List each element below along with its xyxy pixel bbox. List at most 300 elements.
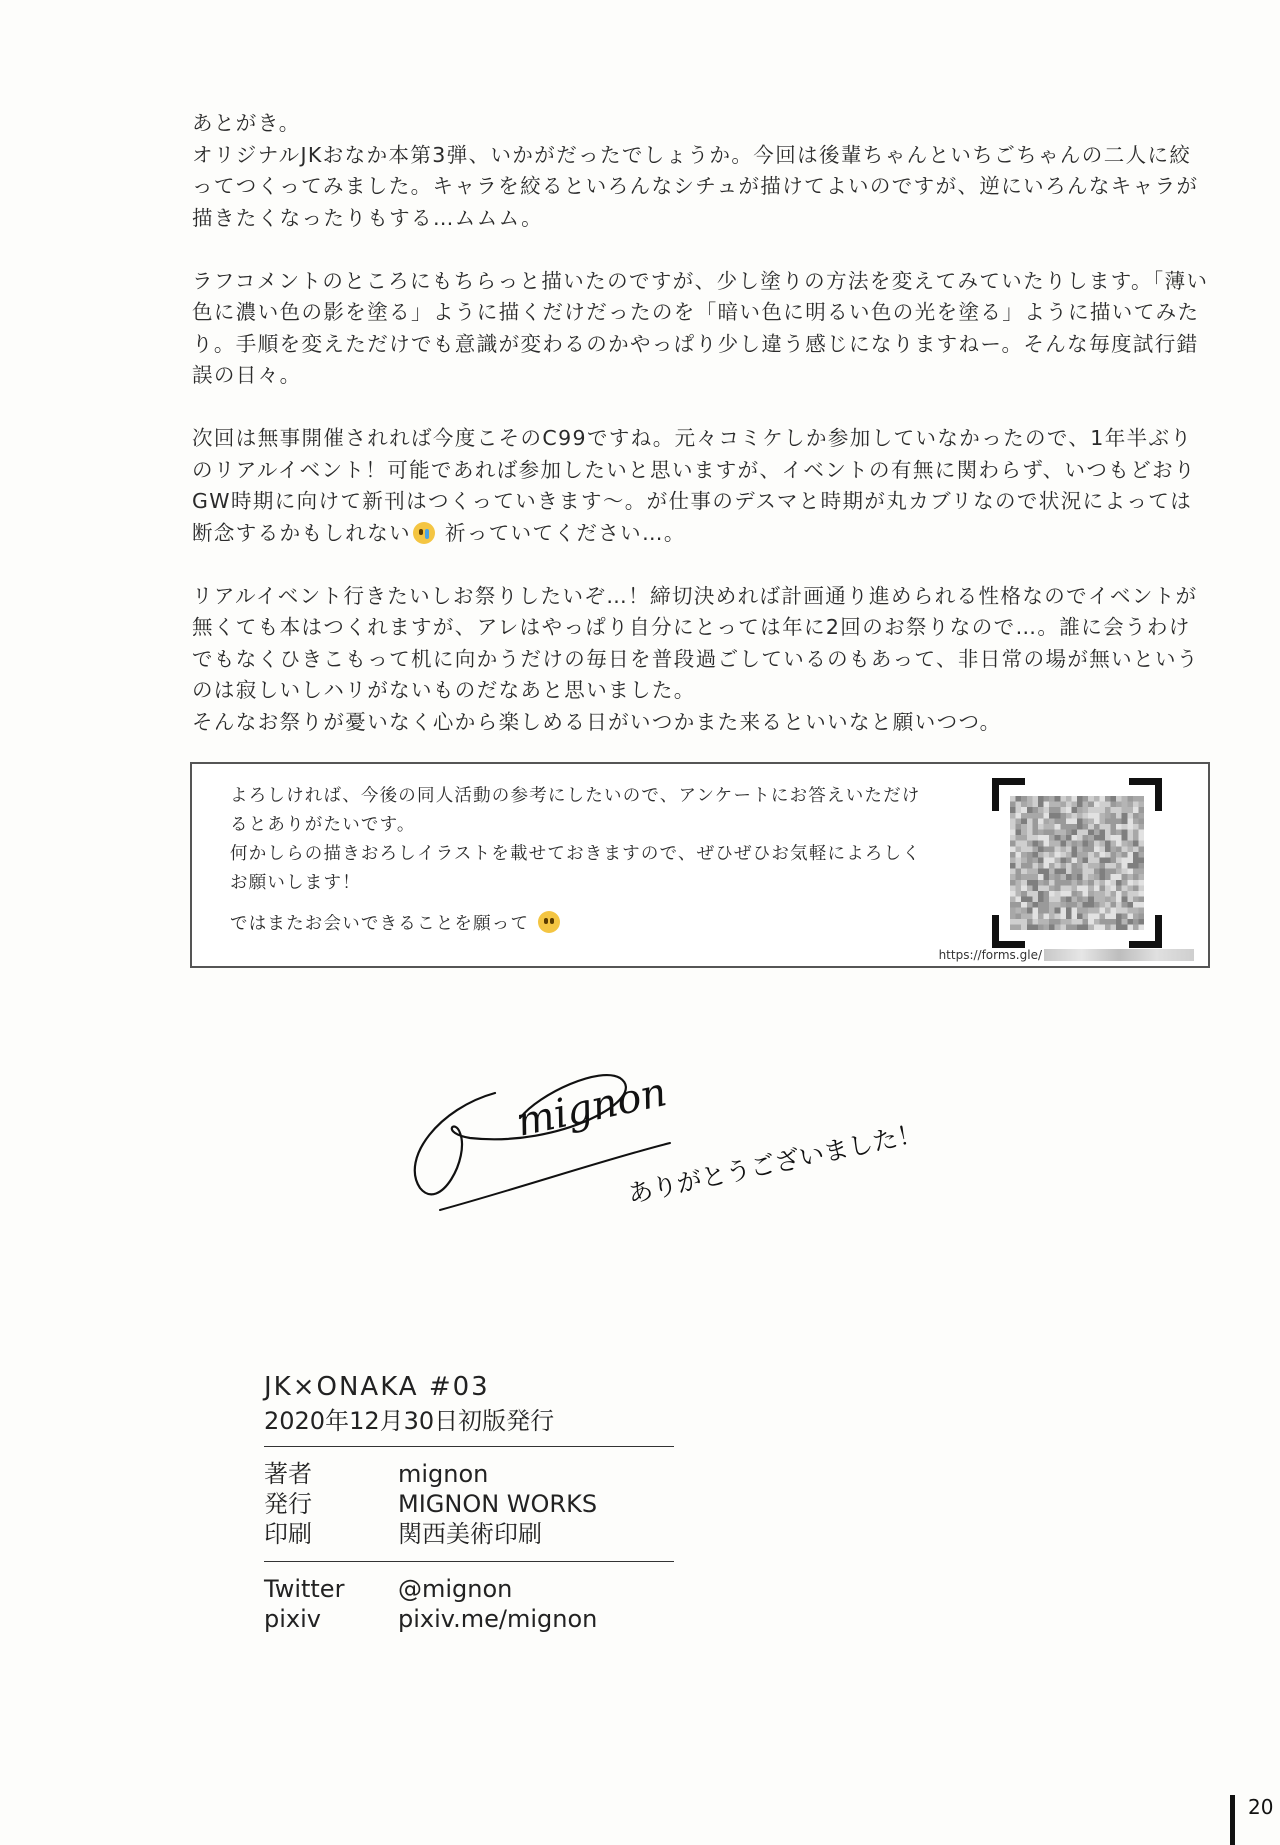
signature-message: ありがとうございました！ bbox=[625, 1118, 925, 1209]
qr-pixel bbox=[1105, 880, 1111, 886]
link-row-twitter[interactable] bbox=[264, 1574, 684, 1604]
qr-pixel bbox=[1066, 880, 1072, 886]
qr-pixel bbox=[1016, 807, 1022, 813]
qr-pixel bbox=[1010, 835, 1016, 841]
link-value[interactable]: pixiv.me/mignon bbox=[398, 1605, 598, 1633]
qr-pixel bbox=[1094, 897, 1100, 903]
qr-pixel bbox=[1044, 796, 1050, 802]
qr-pixel bbox=[1066, 885, 1072, 891]
qr-pixel bbox=[1010, 796, 1016, 802]
qr-pixel bbox=[1071, 857, 1077, 863]
qr-pixel bbox=[1032, 897, 1038, 903]
qr-pixel bbox=[1088, 813, 1094, 819]
qr-pixel bbox=[1088, 835, 1094, 841]
qr-pixel bbox=[1094, 902, 1100, 908]
qr-pixel bbox=[1122, 846, 1128, 852]
qr-pixel bbox=[1088, 841, 1094, 847]
qr-pixel bbox=[1133, 919, 1139, 925]
qr-pixel bbox=[1133, 857, 1139, 863]
qr-pixel bbox=[1122, 902, 1128, 908]
credit-value: mignon bbox=[398, 1460, 489, 1488]
qr-pixel bbox=[1055, 841, 1061, 847]
qr-pixel bbox=[1049, 841, 1055, 847]
qr-pixel bbox=[1071, 897, 1077, 903]
qr-pixel bbox=[1127, 902, 1133, 908]
qr-pixel bbox=[1088, 924, 1094, 930]
qr-pixel bbox=[1077, 891, 1083, 897]
qr-pixel bbox=[1099, 924, 1105, 930]
qr-pixel bbox=[1049, 818, 1055, 824]
qr-pixel bbox=[1083, 835, 1089, 841]
qr-pixel bbox=[1027, 807, 1033, 813]
qr-pixel bbox=[1077, 874, 1083, 880]
qr-pixel bbox=[1038, 824, 1044, 830]
qr-pixel bbox=[1016, 818, 1022, 824]
qr-pixel bbox=[1027, 824, 1033, 830]
qr-pixel bbox=[1116, 885, 1122, 891]
qr-pixel bbox=[1060, 908, 1066, 914]
qr-pixel bbox=[1071, 885, 1077, 891]
qr-pixel bbox=[1122, 857, 1128, 863]
qr-pixel bbox=[1066, 824, 1072, 830]
qr-pixel bbox=[1127, 897, 1133, 903]
qr-pixel bbox=[1016, 835, 1022, 841]
qr-pixel bbox=[1027, 919, 1033, 925]
qr-pixel bbox=[1066, 924, 1072, 930]
qr-pixel bbox=[1116, 880, 1122, 886]
qr-pixel bbox=[1027, 891, 1033, 897]
qr-pixel bbox=[1105, 885, 1111, 891]
qr-pixel bbox=[1138, 818, 1144, 824]
qr-pixel bbox=[1138, 796, 1144, 802]
qr-pixel bbox=[1127, 885, 1133, 891]
qr-pixel bbox=[1138, 913, 1144, 919]
qr-pixel bbox=[1133, 874, 1139, 880]
qr-pixel bbox=[1127, 913, 1133, 919]
qr-pixel bbox=[1122, 891, 1128, 897]
qr-pixel bbox=[1060, 818, 1066, 824]
qr-pixel bbox=[1021, 841, 1027, 847]
qr-pixel bbox=[1044, 835, 1050, 841]
qr-pixel bbox=[1066, 902, 1072, 908]
qr-pixel bbox=[1077, 846, 1083, 852]
qr-pixel bbox=[1038, 846, 1044, 852]
qr-pixel bbox=[1016, 874, 1022, 880]
qr-pixel bbox=[1105, 908, 1111, 914]
qr-pixel bbox=[1071, 813, 1077, 819]
qr-pixel bbox=[1016, 802, 1022, 808]
qr-pixel bbox=[1032, 824, 1038, 830]
credit-row-printer bbox=[264, 1519, 684, 1549]
qr-pixel bbox=[1055, 908, 1061, 914]
qr-pixel bbox=[1116, 908, 1122, 914]
qr-pixel bbox=[1060, 902, 1066, 908]
page-number bbox=[1230, 1793, 1280, 1845]
qr-pixel bbox=[1122, 919, 1128, 925]
qr-pixel bbox=[1077, 835, 1083, 841]
qr-pixel bbox=[1010, 813, 1016, 819]
qr-pixel bbox=[1105, 897, 1111, 903]
qr-pixel bbox=[1010, 841, 1016, 847]
credit-label: 著者 bbox=[264, 1460, 312, 1488]
qr-pixel bbox=[1105, 818, 1111, 824]
qr-pixel bbox=[1083, 863, 1089, 869]
qr-pixel bbox=[1010, 908, 1016, 914]
qr-pixel bbox=[1049, 813, 1055, 819]
colophon-divider-bottom bbox=[264, 1561, 674, 1562]
qr-pixel bbox=[1083, 924, 1089, 930]
qr-pixel bbox=[1083, 891, 1089, 897]
edition-date: 2020年12月30日初版発行 bbox=[264, 1407, 555, 1435]
qr-pixel bbox=[1094, 818, 1100, 824]
link-row-pixiv[interactable] bbox=[264, 1604, 684, 1634]
qr-pixel bbox=[1066, 807, 1072, 813]
qr-pixel bbox=[1032, 818, 1038, 824]
qr-pixel bbox=[1027, 796, 1033, 802]
qr-pixel bbox=[1049, 908, 1055, 914]
qr-pixel bbox=[1116, 807, 1122, 813]
qr-pixel bbox=[1071, 908, 1077, 914]
qr-pixel bbox=[1133, 802, 1139, 808]
qr-pixel bbox=[1127, 924, 1133, 930]
qr-pixel bbox=[1060, 869, 1066, 875]
qr-pixel bbox=[1105, 869, 1111, 875]
qr-pixel bbox=[1111, 869, 1117, 875]
qr-pixel bbox=[1060, 924, 1066, 930]
qr-pixel bbox=[1111, 913, 1117, 919]
survey-closing bbox=[230, 910, 930, 939]
qr-pixel bbox=[1071, 863, 1077, 869]
qr-pixel bbox=[1010, 818, 1016, 824]
qr-pixel bbox=[1088, 902, 1094, 908]
qr-pixel bbox=[1060, 824, 1066, 830]
qr-pixel bbox=[1127, 869, 1133, 875]
qr-pixel bbox=[1044, 880, 1050, 886]
qr-pixel bbox=[1060, 807, 1066, 813]
qr-pixel bbox=[1066, 869, 1072, 875]
qr-pixel bbox=[1088, 880, 1094, 886]
qr-pixel bbox=[1094, 846, 1100, 852]
qr-pixel bbox=[1010, 863, 1016, 869]
qr-pixel bbox=[1083, 908, 1089, 914]
qr-pixel bbox=[1099, 908, 1105, 914]
survey-request: よろしければ、今後の同人活動の参考にしたいので、アンケートにお答えいただけるとありがたいです。 何かしらの描きおろしイラストを載せておきますので、ぜひぜひお気軽によろしくお願いします！ bbox=[230, 786, 922, 893]
qr-pixel bbox=[1133, 880, 1139, 886]
qr-pixel bbox=[1133, 841, 1139, 847]
qr-pixel bbox=[1071, 869, 1077, 875]
qr-pixel bbox=[1016, 813, 1022, 819]
qr-pixel bbox=[1032, 869, 1038, 875]
qr-pixel bbox=[1105, 824, 1111, 830]
qr-pixel bbox=[1066, 830, 1072, 836]
qr-pixel bbox=[1111, 813, 1117, 819]
credit-label: 発行 bbox=[264, 1490, 312, 1518]
link-value[interactable]: @mignon bbox=[398, 1575, 513, 1603]
qr-pixel bbox=[1077, 807, 1083, 813]
qr-pixel bbox=[1133, 796, 1139, 802]
survey-url[interactable] bbox=[939, 948, 1194, 962]
qr-pixel bbox=[1066, 796, 1072, 802]
qr-pixel bbox=[1111, 880, 1117, 886]
qr-pixel bbox=[1099, 919, 1105, 925]
qr-pixel bbox=[1094, 857, 1100, 863]
qr-pixel bbox=[1055, 869, 1061, 875]
qr-pixel bbox=[1021, 885, 1027, 891]
qr-pixel bbox=[1027, 830, 1033, 836]
qr-pixel bbox=[1094, 869, 1100, 875]
qr-pixel bbox=[1010, 830, 1016, 836]
qr-pixel bbox=[1105, 846, 1111, 852]
qr-pixel bbox=[1094, 824, 1100, 830]
qr-pixel bbox=[1032, 852, 1038, 858]
qr-pixel bbox=[1021, 924, 1027, 930]
qr-pixel bbox=[1122, 908, 1128, 914]
qr-pixel bbox=[1038, 830, 1044, 836]
qr-pixel bbox=[1016, 885, 1022, 891]
qr-pixel bbox=[1099, 846, 1105, 852]
qr-pixel bbox=[1066, 874, 1072, 880]
qr-pixel bbox=[1021, 830, 1027, 836]
qr-pixel bbox=[1099, 874, 1105, 880]
qr-pixel bbox=[1010, 913, 1016, 919]
qr-pixel bbox=[1133, 897, 1139, 903]
qr-pixel bbox=[1044, 913, 1050, 919]
qr-pixel bbox=[1099, 902, 1105, 908]
qr-pixel bbox=[1099, 852, 1105, 858]
qr-pixel bbox=[1122, 885, 1128, 891]
qr-pixel bbox=[1049, 902, 1055, 908]
qr-pixel bbox=[1116, 902, 1122, 908]
qr-pixel bbox=[1105, 852, 1111, 858]
qr-pixel bbox=[1021, 869, 1027, 875]
qr-pixel bbox=[1127, 824, 1133, 830]
blurred-url-segment bbox=[1044, 949, 1194, 961]
qr-pixel bbox=[1077, 857, 1083, 863]
qr-pixel bbox=[1060, 835, 1066, 841]
qr-pixel bbox=[1127, 802, 1133, 808]
qr-pixel bbox=[1116, 924, 1122, 930]
qr-pixel bbox=[1021, 802, 1027, 808]
qr-pixel bbox=[1138, 869, 1144, 875]
qr-pixel bbox=[1044, 897, 1050, 903]
qr-code[interactable] bbox=[992, 778, 1162, 948]
qr-pixel bbox=[1105, 863, 1111, 869]
qr-pixel bbox=[1127, 813, 1133, 819]
page-number-text: 20 bbox=[1248, 1795, 1274, 1819]
qr-pixel bbox=[1083, 919, 1089, 925]
qr-pixel bbox=[1105, 807, 1111, 813]
credit-row-publisher bbox=[264, 1489, 684, 1519]
qr-pixel bbox=[1116, 857, 1122, 863]
qr-pixel bbox=[1105, 857, 1111, 863]
qr-pixel bbox=[1066, 913, 1072, 919]
qr-pixel bbox=[1138, 857, 1144, 863]
qr-pixel bbox=[1066, 852, 1072, 858]
qr-pixel bbox=[1088, 891, 1094, 897]
qr-pixel bbox=[1116, 835, 1122, 841]
credit-value: 関西美術印刷 bbox=[398, 1520, 542, 1548]
qr-pixel bbox=[1088, 846, 1094, 852]
qr-pixel bbox=[1032, 919, 1038, 925]
qr-pixel bbox=[1077, 897, 1083, 903]
qr-pixel bbox=[1044, 807, 1050, 813]
qr-pixel bbox=[1016, 857, 1022, 863]
qr-pixel bbox=[1038, 835, 1044, 841]
qr-pixel bbox=[1099, 818, 1105, 824]
qr-pixel bbox=[1099, 835, 1105, 841]
qr-pixel bbox=[1083, 897, 1089, 903]
qr-pixel bbox=[1038, 874, 1044, 880]
qr-pixel bbox=[1016, 846, 1022, 852]
qr-pixel bbox=[1127, 846, 1133, 852]
qr-pixel bbox=[1083, 913, 1089, 919]
qr-pixel bbox=[1044, 841, 1050, 847]
qr-pixel bbox=[1027, 885, 1033, 891]
qr-pixel bbox=[1099, 807, 1105, 813]
qr-pixel bbox=[1111, 863, 1117, 869]
qr-pixel bbox=[1138, 824, 1144, 830]
qr-pixel bbox=[1099, 813, 1105, 819]
qr-pixel bbox=[1016, 891, 1022, 897]
qr-pixel bbox=[1027, 852, 1033, 858]
qr-pixel bbox=[1060, 830, 1066, 836]
qr-pixel bbox=[1060, 880, 1066, 886]
qr-pixel bbox=[1021, 857, 1027, 863]
qr-pixel bbox=[1094, 830, 1100, 836]
qr-pixel bbox=[1021, 796, 1027, 802]
qr-pixel bbox=[1083, 846, 1089, 852]
qr-pixel bbox=[1071, 874, 1077, 880]
qr-pixel bbox=[1055, 857, 1061, 863]
qr-pixel bbox=[1038, 869, 1044, 875]
qr-pixel bbox=[1133, 818, 1139, 824]
qr-pixel bbox=[1027, 857, 1033, 863]
qr-pixel bbox=[1010, 846, 1016, 852]
qr-pixel bbox=[1060, 796, 1066, 802]
qr-pixel bbox=[1088, 919, 1094, 925]
qr-pixel bbox=[1099, 796, 1105, 802]
qr-pixel bbox=[1122, 897, 1128, 903]
qr-pixel bbox=[1038, 852, 1044, 858]
qr-pixel bbox=[1105, 902, 1111, 908]
qr-pixel bbox=[1032, 885, 1038, 891]
qr-pixel bbox=[1133, 846, 1139, 852]
qr-pixel bbox=[1049, 857, 1055, 863]
link-label: pixiv bbox=[264, 1605, 321, 1633]
qr-pixel bbox=[1133, 813, 1139, 819]
qr-pixel bbox=[1032, 902, 1038, 908]
qr-pixel bbox=[1083, 796, 1089, 802]
qr-pixel bbox=[1055, 891, 1061, 897]
qr-pixel bbox=[1133, 891, 1139, 897]
qr-pixel bbox=[1044, 852, 1050, 858]
qr-pixel bbox=[1032, 913, 1038, 919]
qr-pixel bbox=[1055, 835, 1061, 841]
qr-pixel bbox=[1027, 869, 1033, 875]
qr-pixel bbox=[1127, 818, 1133, 824]
qr-pixel bbox=[1105, 835, 1111, 841]
qr-pixel bbox=[1088, 802, 1094, 808]
qr-pixel bbox=[1111, 885, 1117, 891]
qr-pixel bbox=[1088, 897, 1094, 903]
qr-pixel bbox=[1027, 802, 1033, 808]
qr-pixel bbox=[1060, 813, 1066, 819]
qr-pixel bbox=[1088, 796, 1094, 802]
qr-pixel bbox=[1111, 891, 1117, 897]
qr-pixel bbox=[1021, 835, 1027, 841]
afterword-paragraph-4: リアルイベント行きたいしお祭りしたいぞ…！締切決めれば計画通り進められる性格なのでイベントが無くても本はつくれますが、アレはやっぱり自分にとっては年に2回のお祭りなので…。誰に会うわけでもなくひきこもって机に向かうだけの毎日を普段過ごしているのもあって、非日常の場が無いというのは寂しいしハリがないものだなあと思いました。 そんなお祭りが憂いなく心から楽しめる日がいつかまた来るといいなと願いつつ。 bbox=[192, 583, 1199, 734]
qr-pixel bbox=[1138, 924, 1144, 930]
qr-pixel bbox=[1094, 874, 1100, 880]
qr-pixel bbox=[1111, 830, 1117, 836]
book-title: JK×ONAKA #03 bbox=[264, 1372, 490, 1402]
qr-pixel bbox=[1088, 807, 1094, 813]
qr-pixel bbox=[1094, 919, 1100, 925]
qr-pixel bbox=[1044, 857, 1050, 863]
qr-pixel bbox=[1111, 796, 1117, 802]
qr-pixel bbox=[1077, 841, 1083, 847]
qr-pixel bbox=[1071, 835, 1077, 841]
qr-pixel bbox=[1021, 863, 1027, 869]
qr-pixel bbox=[1027, 880, 1033, 886]
qr-pixel bbox=[1133, 852, 1139, 858]
qr-pixel bbox=[1055, 824, 1061, 830]
qr-pixel bbox=[1077, 818, 1083, 824]
qr-pixel bbox=[1010, 807, 1016, 813]
qr-pixel bbox=[1071, 841, 1077, 847]
qr-pixel bbox=[1083, 869, 1089, 875]
qr-pixel bbox=[1016, 824, 1022, 830]
qr-pixel bbox=[1094, 813, 1100, 819]
qr-pixel bbox=[1021, 902, 1027, 908]
qr-pixel bbox=[1038, 841, 1044, 847]
qr-pixel bbox=[1044, 869, 1050, 875]
qr-pixel bbox=[1027, 846, 1033, 852]
qr-pixel bbox=[1021, 846, 1027, 852]
qr-pixel bbox=[1133, 830, 1139, 836]
qr-pixel bbox=[1021, 913, 1027, 919]
qr-pixel bbox=[1111, 846, 1117, 852]
qr-pixel bbox=[1071, 913, 1077, 919]
qr-pixel bbox=[1071, 852, 1077, 858]
qr-pixel bbox=[1138, 902, 1144, 908]
afterword-paragraph-2: ラフコメントのところにもちらっと描いたのですが、少し塗りの方法を変えてみていたりします。「薄い色に濃い色の影を塗る」ように描くだけだったのを「暗い色に明るい色の光を塗る」ように描いてみたり。手順を変えただけでも意識が変わるのかやっぱり少し違う感じになりますねー。そんな毎度試行錯誤の日々。 bbox=[192, 268, 1209, 387]
survey-text bbox=[230, 782, 930, 939]
qr-pixel bbox=[1066, 818, 1072, 824]
qr-pixel bbox=[1021, 908, 1027, 914]
qr-pixel bbox=[1055, 846, 1061, 852]
credit-row-author bbox=[264, 1459, 684, 1489]
qr-pixel bbox=[1083, 857, 1089, 863]
qr-pixel bbox=[1105, 796, 1111, 802]
qr-pixel bbox=[1116, 897, 1122, 903]
qr-pixel bbox=[1116, 852, 1122, 858]
qr-pixel bbox=[1044, 885, 1050, 891]
qr-pixel bbox=[1071, 824, 1077, 830]
qr-pixel bbox=[1133, 924, 1139, 930]
qr-pixel bbox=[1066, 835, 1072, 841]
signature bbox=[400, 1038, 1020, 1228]
qr-pixel bbox=[1077, 802, 1083, 808]
qr-pixel bbox=[1044, 919, 1050, 925]
qr-pixel bbox=[1138, 835, 1144, 841]
colophon-divider-top bbox=[264, 1446, 674, 1447]
qr-pixel bbox=[1032, 908, 1038, 914]
qr-pixel bbox=[1099, 830, 1105, 836]
qr-pixel bbox=[1111, 919, 1117, 925]
qr-pixel bbox=[1083, 852, 1089, 858]
qr-pixel bbox=[1122, 863, 1128, 869]
